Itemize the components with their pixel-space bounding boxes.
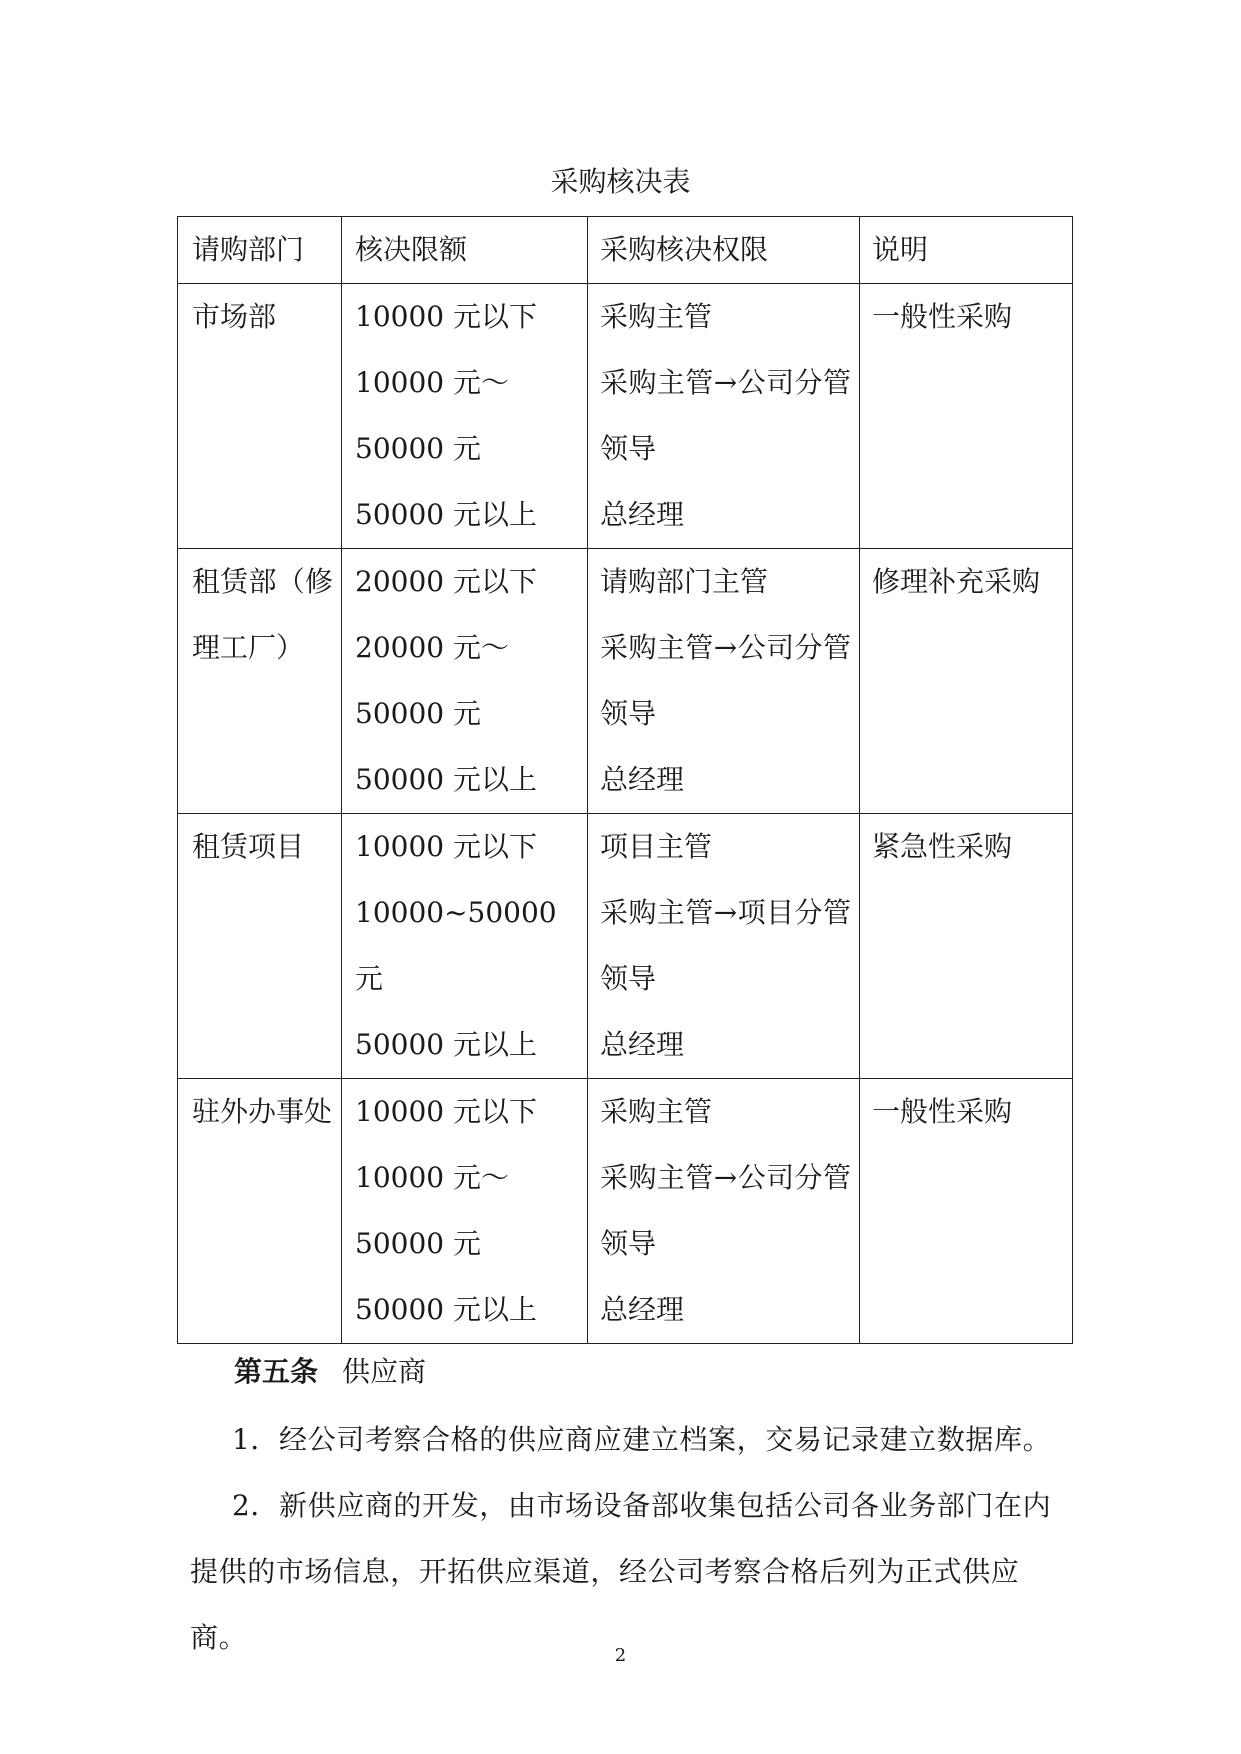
approval-table — [177, 216, 1073, 1344]
header-cell: 核决限额 — [342, 217, 588, 284]
note-cell: 紧急性采购 — [860, 814, 1073, 1079]
paragraph: 2．新供应商的开发，由市场设备部收集包括公司各业务部门在内提供的市场信息，开拓供应渠道，经公司考察合格后列为正式供应商。 — [190, 1489, 1052, 1654]
note-cell: 一般性采购 — [860, 284, 1073, 549]
authority-text: 项目主管 采购主管→项目分管领导 总经理 — [600, 830, 851, 1061]
authority-cell — [588, 1079, 860, 1344]
table-title: 采购核决表 — [550, 165, 691, 198]
department-cell: 租赁部（修理工厂） — [178, 549, 342, 814]
limit-cell — [342, 1079, 588, 1344]
paragraph: 1．经公司考察合格的供应商应建立档案，交易记录建立数据库。 — [232, 1423, 1052, 1456]
page-number: 2 — [614, 1645, 627, 1666]
note-cell: 一般性采购 — [860, 1079, 1073, 1344]
note-cell: 修理补充采购 — [860, 549, 1073, 814]
authority-cell — [588, 549, 860, 814]
authority-text: 请购部门主管 采购主管→公司分管领导 总经理 — [600, 565, 851, 796]
table-row — [178, 284, 1073, 549]
department-cell: 租赁项目 — [178, 814, 342, 1079]
table-header-row — [178, 217, 1073, 284]
authority-text: 采购主管 采购主管→公司分管领导 总经理 — [600, 300, 851, 531]
department-cell: 驻外办事处 — [178, 1079, 342, 1344]
limit-text: 10000 元以下 10000 元～50000 元 50000 元以上 — [355, 1095, 537, 1326]
limit-text: 10000 元以下 10000 元～50000 元 50000 元以上 — [355, 300, 537, 531]
table-row — [178, 1079, 1073, 1344]
header-cell: 采购核决权限 — [588, 217, 860, 284]
limit-cell — [342, 814, 588, 1079]
department-cell: 市场部 — [178, 284, 342, 549]
authority-text: 采购主管 采购主管→公司分管领导 总经理 — [600, 1095, 851, 1326]
limit-cell — [342, 284, 588, 549]
section-label: 第五条 — [234, 1355, 319, 1388]
authority-cell — [588, 814, 860, 1079]
table-row — [178, 549, 1073, 814]
header-cell: 说明 — [860, 217, 1073, 284]
authority-cell — [588, 284, 860, 549]
section-heading — [234, 1350, 426, 1394]
limit-text: 20000 元以下 20000 元～50000 元 50000 元以上 — [355, 565, 537, 796]
table-row — [178, 814, 1073, 1079]
limit-text: 10000 元以下 10000~50000 元 50000 元以上 — [355, 830, 557, 1061]
limit-cell — [342, 549, 588, 814]
header-cell: 请购部门 — [178, 217, 342, 284]
section-title: 供应商 — [342, 1355, 427, 1388]
